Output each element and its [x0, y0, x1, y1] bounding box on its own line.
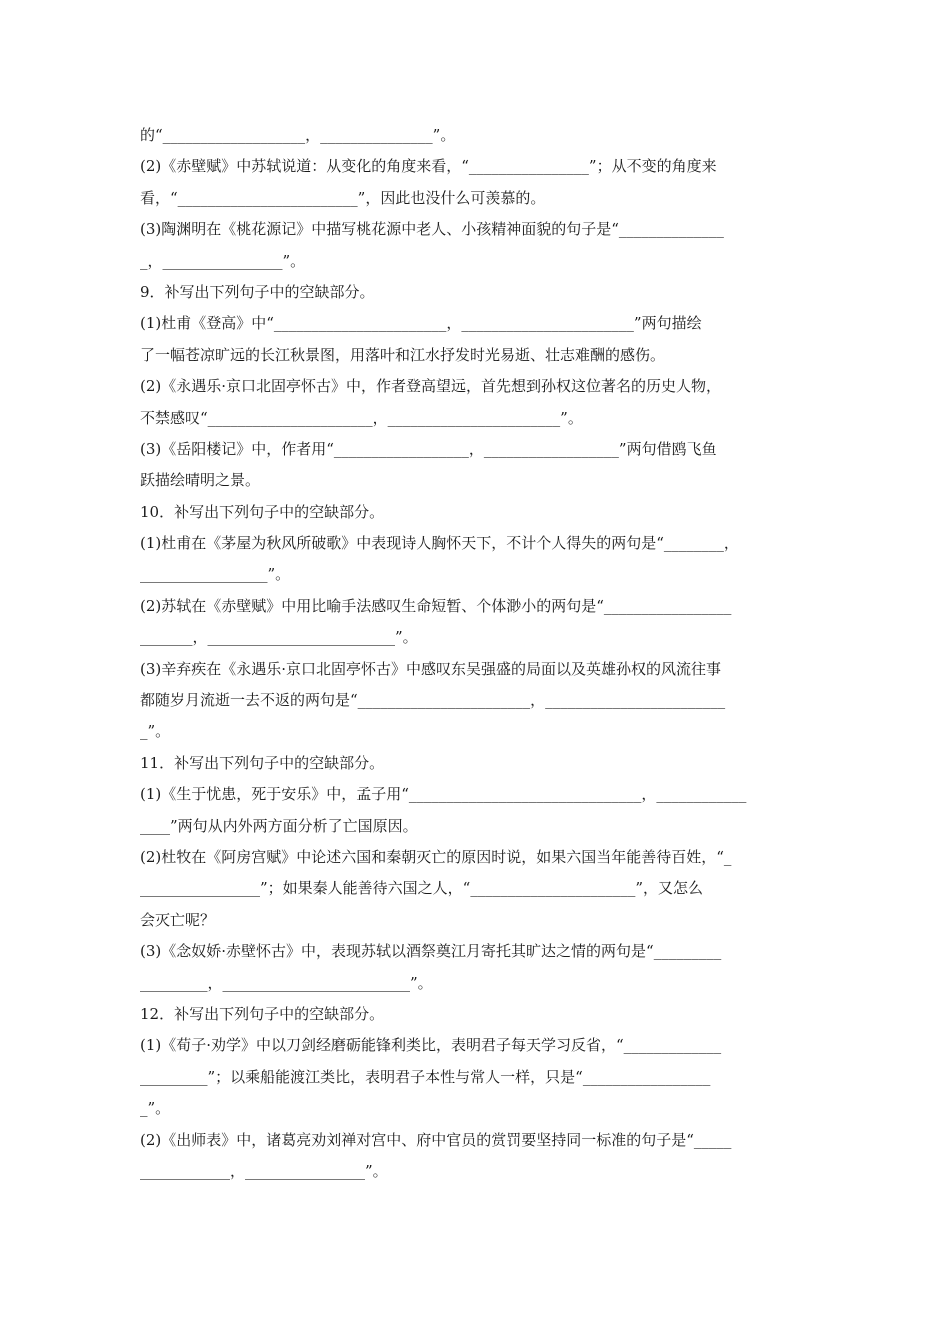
document-page: [140, 120, 812, 1187]
question-heading: 10．补写出下列句子中的空缺部分。: [140, 502, 385, 521]
text-line: (3)陶渊明在《桃花源记》中描写桃花源中老人、小孩精神面貌的句子是“______________: [140, 220, 724, 239]
text-line: (2)《出师表》中，诸葛亮劝刘禅对宫中、府中官员的赏罚要坚持同一标准的句子是“_____: [140, 1130, 732, 1149]
text-line: _________”；以乘船能渡江类比，表明君子本性与常人一样，只是“_________________: [140, 1067, 711, 1086]
question-heading: 12．补写出下列句子中的空缺部分。: [140, 1004, 385, 1023]
text-line: (2)苏轼在《赤壁赋》中用比喻手法感叹生命短暂、个体渺小的两句是“_________________: [140, 596, 732, 615]
text-line: (3)《岳阳楼记》中，作者用“__________________，__________________”两句借鸥飞鱼: [140, 439, 717, 458]
text-line: ____”两句从内外两方面分析了亡国原因。: [140, 816, 418, 835]
text-line: (1)杜甫在《茅屋为秋风所破歌》中表现诗人胸怀天下，不计个人得失的两句是“________，: [140, 534, 739, 553]
text-line: _________________”。: [140, 565, 291, 584]
text-line: 跃描绘晴明之景。: [140, 471, 261, 490]
text-line: _________，_________________________”。: [140, 973, 433, 992]
text-line: 的“___________________，_______________”。: [140, 126, 456, 144]
text-line: 看，“________________________”，因此也没什么可羡慕的。: [140, 188, 546, 207]
text-line: _”。: [140, 722, 171, 741]
text-line: ____________，________________”。: [140, 1161, 388, 1180]
question-heading: 9．补写出下列句子中的空缺部分。: [140, 282, 375, 301]
text-line: (2)《永遇乐·京口北固亭怀古》中，作者登高望远，首先想到孙权这位著名的历史人物，: [140, 377, 722, 396]
text-line: 了一幅苍凉旷远的长江秋景图，用落叶和江水抒发时光易逝、壮志难酬的感伤。: [140, 345, 666, 364]
question-heading: 11．补写出下列句子中的空缺部分。: [140, 753, 385, 772]
text-line: ________________”；如果秦人能善待六国之人，“______________________”，又怎么: [140, 879, 704, 898]
text-line: 都随岁月流逝一去不返的两句是“_______________________，________________________: [140, 691, 726, 710]
text-line: (1)杜甫《登高》中“_______________________，_______________________”两句描绘: [140, 314, 702, 333]
text-line: (1)《生于忧患，死于安乐》中，孟子用“_______________________________，____________: [140, 785, 747, 804]
text-line: _______，_________________________”。: [140, 628, 418, 647]
text-line: (3)辛弃疾在《永遇乐·京口北固亭怀古》中感叹东吴强盛的局面以及英雄孙权的风流往事: [140, 659, 722, 678]
text-line: (3)《念奴娇·赤壁怀古》中，表现苏轼以酒祭奠江月寄托其旷达之情的两句是“_________: [140, 942, 722, 961]
text-line: (2)《赤壁赋》中苏轼说道：从变化的角度来看，“________________”；从不变的角度来: [140, 157, 717, 176]
text-line: _”。: [140, 1099, 171, 1118]
text-line: (1)《荀子·劝学》中以刀剑经磨砺能锋利类比，表明君子每天学习反省，“_____________: [140, 1036, 722, 1055]
text-line: 不禁感叹“______________________，_______________________”。: [140, 408, 583, 427]
text-line: _，________________”。: [140, 251, 306, 270]
text-line: (2)杜牧在《阿房宫赋》中论述六国和秦朝灭亡的原因时说，如果六国当年能善待百姓，“_: [140, 847, 732, 866]
text-line: 会灭亡呢？: [140, 910, 216, 929]
